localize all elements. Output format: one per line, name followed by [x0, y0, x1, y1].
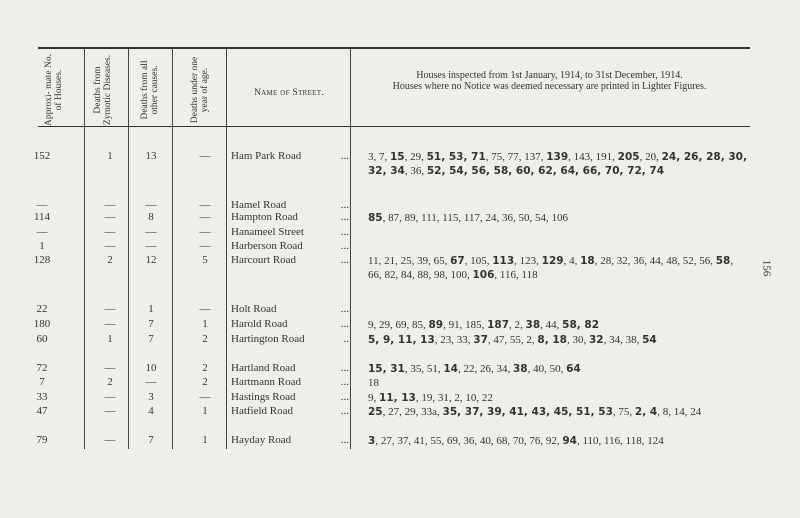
- house-numbers-bold: 58: [715, 255, 731, 267]
- house-numbers-light: , 30,: [566, 334, 589, 346]
- house-numbers-bold: 18: [580, 255, 595, 267]
- house-numbers-light: , 2,: [509, 319, 526, 331]
- street-name: Hartland Road: [231, 362, 296, 374]
- house-numbers-bold: 94: [562, 435, 577, 447]
- house-numbers-light: , 20,: [639, 151, 662, 163]
- house-numbers-bold: 205: [617, 151, 640, 163]
- other-deaths-cell: —: [145, 240, 157, 252]
- house-numbers-light: , 27, 37, 41, 55, 69, 36, 40, 68, 70, 76, 92,: [375, 435, 563, 447]
- leader-dots: ...: [340, 150, 349, 162]
- zymotic-deaths-cell: —: [104, 434, 116, 446]
- infant-deaths-cell: —: [199, 391, 211, 403]
- infant-deaths-cell: —: [199, 226, 211, 238]
- zymotic-deaths-cell: —: [104, 199, 116, 211]
- houses-inspected-cell: [368, 405, 748, 419]
- street-name-cell: [231, 391, 349, 403]
- infant-deaths-cell: —: [199, 211, 211, 223]
- leader-dots: ...: [340, 405, 349, 417]
- infant-deaths-cell: —: [199, 199, 211, 211]
- street-name-cell: [231, 303, 349, 315]
- house-numbers-bold: 8, 18: [537, 334, 567, 346]
- house-numbers-light: , 29,: [404, 151, 427, 163]
- house-numbers-bold: 67: [450, 255, 465, 267]
- other-deaths-cell: —: [145, 199, 157, 211]
- other-deaths-cell: 4: [148, 405, 154, 417]
- zymotic-deaths-cell: —: [104, 226, 116, 238]
- street-name-cell: [231, 333, 349, 345]
- street-name: Hastings Road: [231, 391, 296, 403]
- top-rule: [38, 47, 750, 49]
- street-name-cell: [231, 434, 349, 446]
- house-numbers-bold: 38: [513, 363, 528, 375]
- zymotic-deaths-cell: —: [104, 405, 116, 417]
- street-name: Harberson Road: [231, 240, 303, 252]
- infant-deaths-cell: 1: [202, 405, 208, 417]
- leader-dots: ...: [340, 254, 349, 266]
- col-divider: [84, 49, 85, 449]
- zymotic-deaths-cell: 2: [107, 376, 113, 388]
- house-numbers-light: 11, 21, 25, 39, 65,: [368, 255, 451, 267]
- house-numbers-light: , 23, 33,: [434, 334, 474, 346]
- houses-inspected-cell: [368, 391, 748, 405]
- page-number: 156: [760, 259, 773, 277]
- house-numbers-bold: 32: [588, 334, 604, 346]
- approx-houses-cell: 72: [36, 362, 48, 374]
- approx-houses-cell: 60: [36, 333, 48, 345]
- houses-inspected-cell: [368, 211, 748, 225]
- houses-inspected-cell: [368, 333, 748, 347]
- house-numbers-light: , 36,: [404, 165, 427, 177]
- leader-dots: ...: [340, 318, 349, 330]
- approx-houses-cell: 1: [39, 240, 45, 252]
- infant-deaths-cell: 2: [202, 333, 208, 345]
- house-numbers-bold: 2, 4: [634, 406, 658, 418]
- house-numbers-light: 9,: [368, 392, 379, 404]
- infant-deaths-cell: —: [199, 240, 211, 252]
- other-deaths-cell: —: [145, 376, 157, 388]
- house-numbers-light: , 35, 51,: [404, 363, 444, 375]
- houses-inspected-cell: [368, 318, 748, 332]
- header-houses-line1: Houses inspected from 1st January, 1914, to 31st December, 1914.: [416, 70, 683, 81]
- approx-houses-cell: —: [36, 226, 48, 238]
- col-divider: [350, 49, 351, 449]
- house-numbers-bold: 15: [390, 151, 405, 163]
- street-name-cell: [231, 376, 349, 388]
- zymotic-deaths-cell: 1: [107, 333, 113, 345]
- leader-dots: ...: [340, 434, 349, 446]
- house-numbers-bold: 24, 26, 28, 30, 32, 34: [368, 151, 747, 177]
- zymotic-deaths-cell: —: [104, 211, 116, 223]
- infant-deaths-cell: —: [199, 150, 211, 162]
- zymotic-deaths-cell: 2: [107, 254, 113, 266]
- street-name-cell: [231, 150, 349, 162]
- houses-inspected-cell: [368, 150, 748, 178]
- other-deaths-cell: 3: [148, 391, 154, 403]
- house-numbers-light: , 8, 14, 24: [657, 406, 702, 418]
- street-name: Hanameel Street: [231, 226, 304, 238]
- street-name: Hartmann Road: [231, 376, 301, 388]
- house-numbers-bold: 35, 37, 39, 41, 43, 45, 51, 53: [442, 406, 613, 418]
- street-name: Hartington Road: [231, 333, 305, 345]
- leader-dots: ...: [340, 240, 349, 252]
- infant-deaths-cell: 1: [202, 434, 208, 446]
- header-infant-deaths: Deaths under one year of age.: [190, 56, 210, 124]
- house-numbers-bold: 52, 54, 56, 58, 60, 62, 64, 66, 70, 72, 74: [426, 165, 665, 177]
- infant-deaths-cell: 5: [202, 254, 208, 266]
- approx-houses-cell: 180: [33, 318, 51, 330]
- street-name-cell: [231, 226, 349, 238]
- zymotic-deaths-cell: —: [104, 303, 116, 315]
- zymotic-deaths-cell: —: [104, 318, 116, 330]
- house-numbers-light: 3, 7,: [368, 151, 390, 163]
- approx-houses-cell: 79: [36, 434, 48, 446]
- house-numbers-bold: 106: [472, 269, 495, 281]
- house-numbers-light: , 66, 82, 84, 88, 98, 100,: [368, 255, 734, 281]
- street-name-cell: [231, 254, 349, 266]
- house-numbers-bold: 3: [368, 435, 376, 447]
- house-numbers-light: , 22, 26, 34,: [458, 363, 513, 375]
- infant-deaths-cell: 1: [202, 318, 208, 330]
- houses-inspected-cell: [368, 254, 748, 282]
- house-numbers-light: , 87, 89, 111, 115, 117, 24, 36, 50, 54, 106: [382, 212, 568, 224]
- header-houses-inspected: [352, 70, 747, 92]
- leader-dots: ...: [340, 391, 349, 403]
- infant-deaths-cell: 2: [202, 376, 208, 388]
- leader-dots: ...: [340, 362, 349, 374]
- other-deaths-cell: 7: [148, 333, 154, 345]
- house-numbers-bold: 11, 13: [379, 392, 416, 404]
- approx-houses-cell: 7: [39, 376, 45, 388]
- approx-houses-cell: 128: [33, 254, 51, 266]
- house-numbers-light: 18: [368, 377, 379, 389]
- infant-deaths-cell: 2: [202, 362, 208, 374]
- house-numbers-bold: 58, 82: [562, 319, 600, 331]
- approx-houses-cell: 22: [36, 303, 48, 315]
- houses-inspected-cell: [368, 434, 748, 448]
- street-name-cell: [231, 362, 349, 374]
- other-deaths-cell: 7: [148, 318, 154, 330]
- other-deaths-cell: 1: [148, 303, 154, 315]
- other-deaths-cell: 12: [145, 254, 157, 266]
- house-numbers-light: , 28, 32, 36, 44, 48, 52, 56,: [594, 255, 716, 267]
- house-numbers-bold: 85: [368, 212, 383, 224]
- house-numbers-bold: 113: [492, 255, 515, 267]
- house-numbers-bold: 187: [487, 319, 510, 331]
- houses-inspected-cell: [368, 376, 748, 390]
- house-numbers-light: , 34, 38,: [603, 334, 643, 346]
- leader-dots: ...: [340, 211, 349, 223]
- street-name: Ham Park Road: [231, 150, 302, 162]
- other-deaths-cell: 8: [148, 211, 154, 223]
- street-name: Hampton Road: [231, 211, 298, 223]
- house-numbers-bold: 139: [546, 151, 569, 163]
- house-numbers-light: , 44,: [540, 319, 563, 331]
- street-name-cell: [231, 211, 349, 223]
- infant-deaths-cell: —: [199, 303, 211, 315]
- house-numbers-light: , 116, 118: [494, 269, 538, 281]
- approx-houses-cell: 152: [33, 150, 51, 162]
- leader-dots: ...: [340, 303, 349, 315]
- header-other-deaths: Deaths from all other causes.: [140, 60, 160, 120]
- street-name-cell: [231, 240, 349, 252]
- house-numbers-light: , 75, 77, 137,: [485, 151, 547, 163]
- street-name: Hatfield Road: [231, 405, 294, 417]
- approx-houses-cell: 114: [33, 211, 51, 223]
- house-numbers-bold: 64: [566, 363, 581, 375]
- house-numbers-light: , 27, 29, 33a,: [382, 406, 443, 418]
- leader-dots: ...: [340, 376, 349, 388]
- zymotic-deaths-cell: —: [104, 391, 116, 403]
- street-name: Holt Road: [231, 303, 277, 315]
- zymotic-deaths-cell: —: [104, 362, 116, 374]
- house-numbers-light: , 123,: [514, 255, 542, 267]
- house-numbers-light: , 75,: [612, 406, 635, 418]
- other-deaths-cell: —: [145, 226, 157, 238]
- house-numbers-bold: 37: [473, 334, 488, 346]
- house-numbers-light: , 19, 31, 2, 10, 22: [415, 392, 493, 404]
- header-houses-line2: Houses where no Notice was deemed necessary are printed in Lighter Figures.: [392, 81, 707, 92]
- col-divider: [172, 49, 173, 449]
- street-name: Hayday Road: [231, 434, 292, 446]
- houses-inspected-cell: [368, 362, 748, 376]
- zymotic-deaths-cell: 1: [107, 150, 113, 162]
- house-numbers-bold: 14: [443, 363, 458, 375]
- house-numbers-bold: 51, 53, 71: [426, 151, 486, 163]
- other-deaths-cell: 7: [148, 434, 154, 446]
- street-name: Harcourt Road: [231, 254, 297, 266]
- house-numbers-light: , 110, 116, 118, 124: [576, 435, 664, 447]
- leader-dots: ...: [340, 199, 349, 211]
- house-numbers-light: , 4,: [563, 255, 581, 267]
- house-numbers-bold: 5, 9, 11, 13: [368, 334, 435, 346]
- col-divider: [226, 49, 227, 449]
- house-numbers-bold: 15, 31: [368, 363, 405, 375]
- approx-houses-cell: —: [36, 199, 48, 211]
- col-divider: [128, 49, 129, 449]
- header-approx-houses: Approxi- mate No. of Houses.: [44, 53, 64, 127]
- house-numbers-light: , 143, 191,: [568, 151, 618, 163]
- header-zymotic-deaths: Deaths from Zymotic Diseases.: [93, 54, 113, 126]
- house-numbers-light: , 105,: [464, 255, 493, 267]
- house-numbers-light: , 47, 55, 2,: [487, 334, 538, 346]
- approx-houses-cell: 47: [36, 405, 48, 417]
- leader-dots: ...: [340, 226, 349, 238]
- street-name: Harold Road: [231, 318, 288, 330]
- house-numbers-bold: 38: [525, 319, 541, 331]
- house-numbers-light: , 91, 185,: [443, 319, 488, 331]
- approx-houses-cell: 33: [36, 391, 48, 403]
- other-deaths-cell: 10: [145, 362, 157, 374]
- house-numbers-bold: 129: [541, 255, 564, 267]
- leader-dots: ..: [343, 333, 349, 345]
- other-deaths-cell: 13: [145, 150, 157, 162]
- header-street-name: Name of Street.: [253, 88, 325, 98]
- zymotic-deaths-cell: —: [104, 240, 116, 252]
- house-numbers-bold: 25: [368, 406, 383, 418]
- street-name-cell: [231, 405, 349, 417]
- house-numbers-light: , 40, 50,: [527, 363, 567, 375]
- street-name-cell: [231, 318, 349, 330]
- street-name-cell: [231, 199, 349, 211]
- house-numbers-bold: 54: [642, 334, 657, 346]
- house-numbers-light: 9, 29, 69, 85,: [368, 319, 429, 331]
- house-numbers-bold: 89: [428, 319, 444, 331]
- street-name: Hamel Road: [231, 199, 287, 211]
